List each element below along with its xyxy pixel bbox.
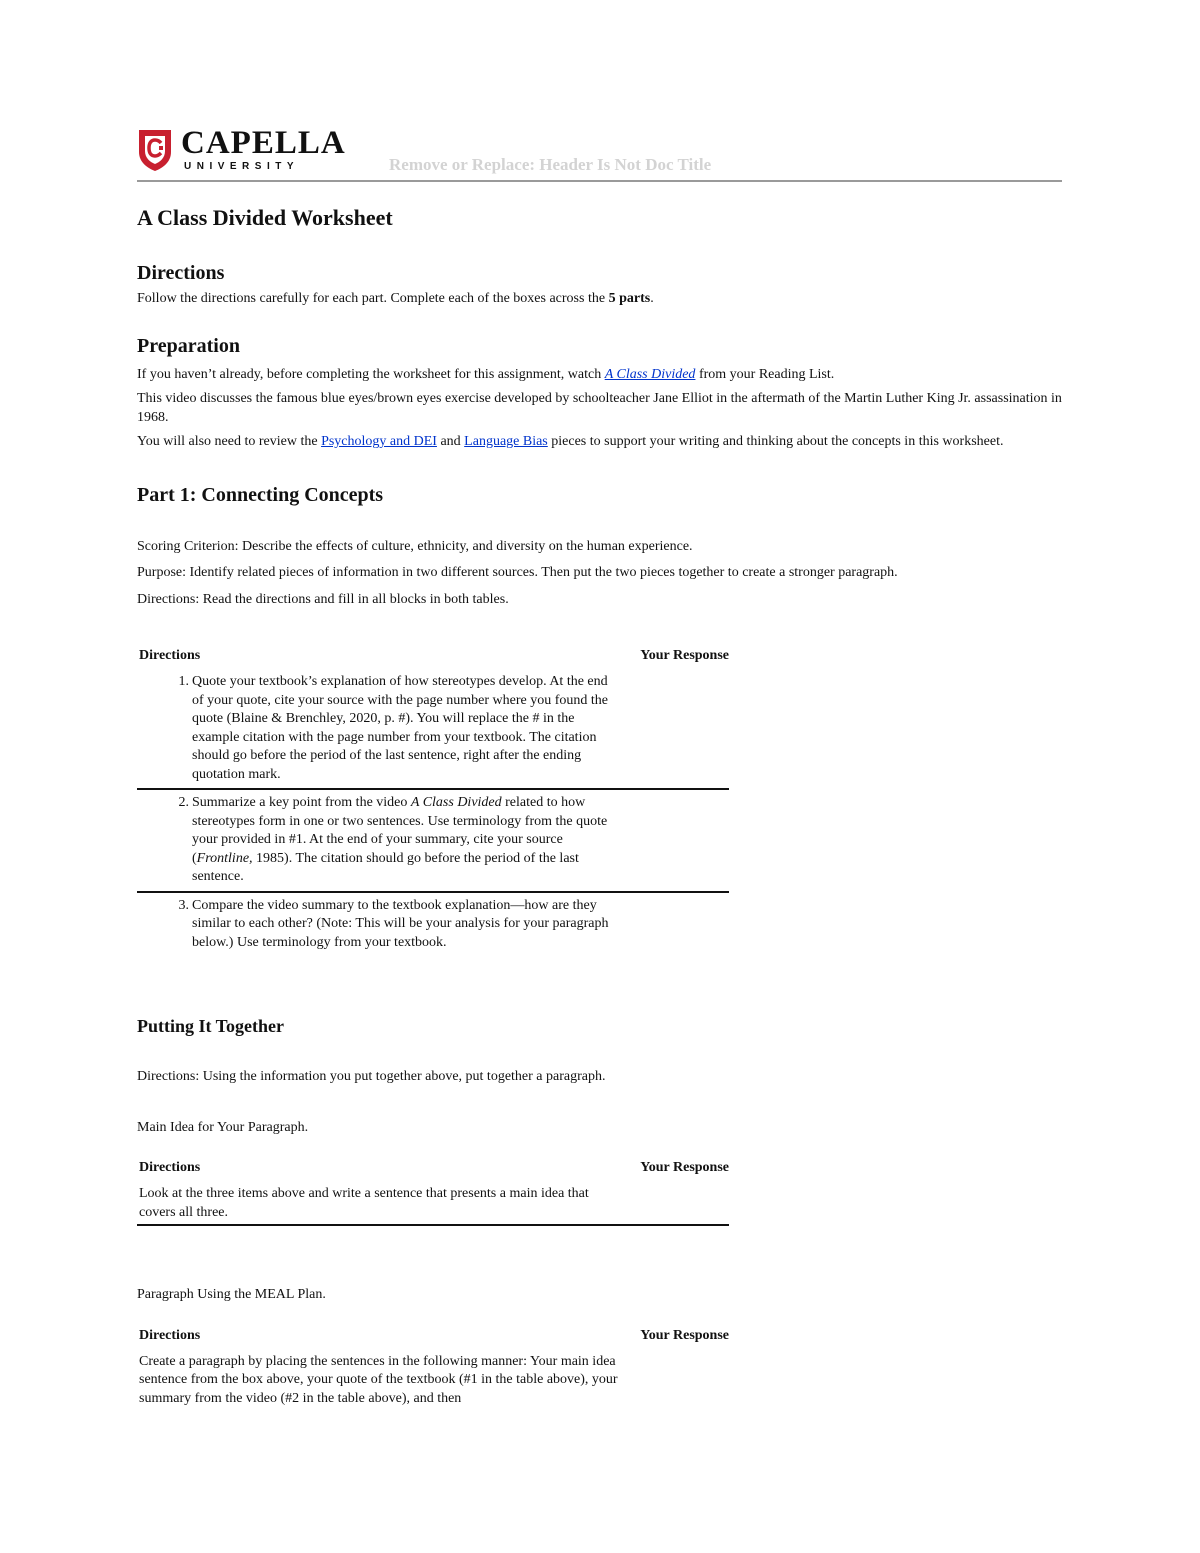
preparation-paragraph-1: If you haven’t already, before completing the worksheet for this assignment, watch A Class Divided from your Reading List.: [137, 366, 835, 382]
language-bias-link[interactable]: Language Bias: [464, 434, 548, 449]
column-header-directions: Directions: [139, 1160, 201, 1175]
preparation-paragraph-3: You will also need to review the Psychology and DEI and Language Bias pieces to support your writing and thinking about the concepts in this worksheet.: [137, 434, 1004, 449]
column-header-response: Your Response: [640, 1160, 729, 1175]
putting-together-directions: Directions: Using the information you put together above, put together a paragraph.: [137, 1069, 606, 1084]
main-idea-table: [137, 1159, 729, 1226]
purpose-text: Purpose: Identify related pieces of information in two different sources. Then put the two pieces together to create a stronger paragraph.: [137, 565, 898, 580]
column-header-directions: Directions: [139, 648, 201, 663]
class-divided-link[interactable]: A Class Divided: [604, 366, 696, 382]
shield-icon: [137, 128, 173, 172]
item-number: 1.: [178, 674, 189, 689]
item-number: 3.: [178, 897, 189, 913]
row-text: Look at the three items above and write a sentence that presents a main idea that covers all three.: [139, 1186, 589, 1220]
part1-heading: Part 1: Connecting Concepts: [137, 483, 384, 506]
preparation-paragraph-2: This video discusses the famous blue eyes/brown eyes exercise developed by schoolteacher Jane Elliot in the aftermath of the Martin Luther King Jr. assassination in 1968.: [137, 391, 1062, 425]
directions-heading: Directions: [137, 262, 225, 284]
page-header: [137, 125, 1062, 182]
table-row: [137, 1349, 729, 1409]
item-text: Quote your textbook’s explanation of how stereotypes develop. At the end of your quote, cite your source with the page number where you found the quote (Blaine & Brenchley, 2020, p. #). You will replace the # in the example citation with the page number from your textbook. The citation should go before the period of the last sentence, right after the ending quotation mark.: [192, 674, 608, 782]
part1-directions: Directions: Read the directions and fill in all blocks in both tables.: [137, 591, 509, 607]
meal-plan-table: [137, 1327, 729, 1409]
table-header-row: [137, 1327, 729, 1349]
table-row: [137, 669, 729, 790]
table-row: [137, 1181, 729, 1226]
row-text: Create a paragraph by placing the sentences in the following manner: Your main idea sentence from the box above, your quote of the textbook (#1 in the table above), your summary from the video (#2 in the table above), and then: [139, 1353, 618, 1406]
directions-text: Follow the directions carefully for each part. Complete each of the boxes across the 5 parts.: [137, 291, 654, 306]
table-header-row: [137, 1159, 729, 1181]
column-header-response: Your Response: [640, 1327, 729, 1343]
scoring-criterion: Scoring Criterion: Describe the effects of culture, ethnicity, and diversity on the human experience.: [137, 538, 693, 554]
item-number: 2.: [178, 795, 189, 810]
part1-table: [137, 647, 729, 956]
column-header-directions: Directions: [139, 1327, 201, 1343]
item-text: Summarize a key point from the video A Class Divided related to how stereotypes form in one or two sentences. Use terminology from the quote your provided in #1. At the end of your summary, cite your source (Frontline, 1985). The citation should go before the period of the last sentence.: [192, 795, 608, 884]
putting-together-heading: Putting It Together: [137, 1016, 285, 1036]
psychology-dei-link[interactable]: Psychology and DEI: [321, 434, 437, 449]
main-idea-label: Main Idea for Your Paragraph.: [137, 1119, 309, 1135]
item-text: Compare the video summary to the textbook explanation—how are they similar to each other? (Note: This will be your analysis for your paragraph below.) Use terminology from your textbook.: [192, 897, 609, 950]
logo-name: CAPELLA: [181, 125, 346, 161]
logo-subtitle: UNIVERSITY: [184, 161, 300, 172]
column-header-response: Your Response: [640, 648, 729, 663]
table-header-row: [137, 647, 729, 669]
header-placeholder-note: Remove or Replace: Header Is Not Doc Title: [389, 155, 712, 174]
document-page: [137, 125, 1062, 1408]
capella-logo: [137, 125, 346, 172]
meal-plan-label: Paragraph Using the MEAL Plan.: [137, 1287, 326, 1302]
preparation-heading: Preparation: [137, 334, 240, 357]
document-title: A Class Divided Worksheet: [137, 205, 393, 230]
table-row: [137, 893, 729, 957]
table-row: [137, 790, 729, 893]
